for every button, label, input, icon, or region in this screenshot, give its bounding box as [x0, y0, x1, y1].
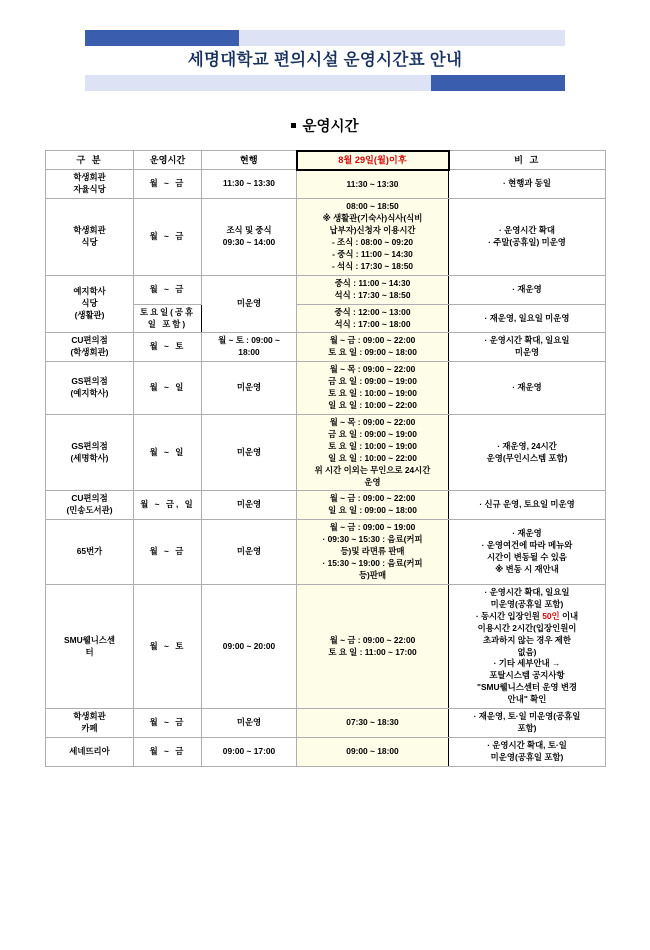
cell-note: · 재운영, 토·일 미운영(공휴일 포함)	[449, 709, 606, 738]
banner-bar-top	[85, 30, 565, 46]
cell-division: CU편의점 (민송도서관)	[46, 491, 134, 520]
cell-current: 월 ~ 토 : 09:00 ~ 18:00	[202, 333, 297, 362]
cell-new-schedule: 월 ~ 목 : 09:00 ~ 22:00 금 요 일 : 09:00 ~ 19:00 토 요 일 : 10:00 ~ 19:00 일 요 일 : 10:00 ~ 22:00	[297, 362, 449, 415]
table-row	[46, 738, 606, 767]
cell-division: 세네뜨리아	[46, 738, 134, 767]
banner-bar-top-light-segment	[239, 30, 565, 46]
cell-days: 월 ~ 금, 일	[134, 491, 202, 520]
table-row	[46, 170, 606, 199]
cell-new-schedule: 08:00 ~ 18:50 ※ 생활관(기숙사)식사(식비 납부자)신청자 이용시간 - 조식 : 08:00 ~ 09:20 - 중식 : 11:00 ~ 14:30 - 석식 : 17:30 ~ 18:50	[297, 199, 449, 276]
banner-bar-bottom-dark-segment	[431, 75, 565, 91]
cell-division: 학생회관 식당	[46, 199, 134, 276]
table-row	[46, 491, 606, 520]
cell-note: · 신규 운영, 토요일 미운영	[449, 491, 606, 520]
new-schedule-base-hours: 월 ~ 금 : 09:00 ~ 19:00	[329, 522, 416, 533]
cell-note: · 재운영	[449, 362, 606, 415]
page-title: 세명대학교 편의시설 운영시간표 안내	[187, 51, 463, 69]
cell-current: 미운영	[202, 491, 297, 520]
cell-note	[449, 584, 606, 708]
cell-current: 미운영	[202, 275, 297, 333]
col-header-division: 구 분	[46, 151, 134, 170]
table-row	[46, 584, 606, 708]
cell-current: 09:00 ~ 20:00	[202, 584, 297, 708]
col-header-note: 비 고	[449, 151, 606, 170]
cell-division: 65번가	[46, 520, 134, 585]
table-row	[46, 333, 606, 362]
cell-days: 월 ~ 금	[134, 738, 202, 767]
cell-new-schedule: 중식 : 11:00 ~ 14:30 석식 : 17:30 ~ 18:50	[297, 275, 449, 304]
banner-bar-top-dark-segment	[85, 30, 239, 46]
header-banner	[85, 30, 565, 91]
cell-new-schedule: 07:30 ~ 18:30	[297, 709, 449, 738]
cell-new-schedule: 월 ~ 목 : 09:00 ~ 22:00 금 요 일 : 09:00 ~ 19:00 토 요 일 : 10:00 ~ 19:00 일 요 일 : 10:00 ~ 22:00 위 시간 이외는 무인으로 24시간 운영	[297, 414, 449, 491]
cell-division: SMU웰니스센 터	[46, 584, 134, 708]
table-row	[46, 414, 606, 491]
capacity-limit-value: 50인	[542, 610, 560, 621]
cell-new-schedule: 11:30 ~ 13:30	[297, 170, 449, 199]
cell-note: · 운영시간 확대, 일요일 미운영	[449, 333, 606, 362]
cell-note: · 재운영, 24시간 운영(무인시스템 포함)	[449, 414, 606, 491]
col-header-days: 운영시간	[134, 151, 202, 170]
section-heading	[0, 115, 650, 136]
schedule-table-wrapper	[45, 150, 605, 767]
table-row	[46, 199, 606, 276]
table-row	[46, 520, 606, 585]
cell-days: 월 ~ 금	[134, 709, 202, 738]
table-body	[46, 170, 606, 766]
note-operating-hours: · 운영시간 확대, 일요일 미운영(공휴일 포함)	[484, 586, 570, 609]
cell-new-schedule: 월 ~ 금 : 09:00 ~ 22:00 토 요 일 : 11:00 ~ 17:00	[297, 584, 449, 708]
cell-days: 월 ~ 금	[134, 170, 202, 199]
cell-note: · 현행과 동일	[449, 170, 606, 199]
cell-division: GS편의점 (세명학사)	[46, 414, 134, 491]
section-heading-label: 운영시간	[302, 118, 359, 135]
cell-division: 학생회관 자율식당	[46, 170, 134, 199]
cell-new-schedule	[297, 520, 449, 585]
cell-note: · 운영시간 확대, 토·일 미운영(공휴일 포함)	[449, 738, 606, 767]
cell-current: 조식 및 중식 09:30 ~ 14:00	[202, 199, 297, 276]
square-bullet-icon	[291, 123, 296, 128]
note-portal-reference: · 기타 세부안내 → 포탈시스템 공지사항 "SMU웰니스센터 운영 변경 안내" 확인	[476, 658, 578, 705]
cell-days: 월 ~ 토	[134, 333, 202, 362]
note-capacity: · 동시간 입장인원 50인 이내	[475, 610, 579, 621]
cell-note: · 운영시간 확대 · 주말(공휴일) 미운영	[449, 199, 606, 276]
cell-division: 예지학사 식당 (생활관)	[46, 275, 134, 333]
cell-current: 미운영	[202, 520, 297, 585]
cell-days: 월 ~ 일	[134, 414, 202, 491]
cell-new-schedule: 중식 : 12:00 ~ 13:00 석식 : 17:00 ~ 18:00	[297, 304, 449, 333]
cell-current: 09:00 ~ 17:00	[202, 738, 297, 767]
cell-division: CU편의점 (학생회관)	[46, 333, 134, 362]
cell-current: 미운영	[202, 709, 297, 738]
cell-new-schedule: 월 ~ 금 : 09:00 ~ 22:00 토 요 일 : 09:00 ~ 18:00	[297, 333, 449, 362]
cell-current: 11:30 ~ 13:30	[202, 170, 297, 199]
facility-hours-table	[45, 150, 606, 767]
cell-current: 미운영	[202, 414, 297, 491]
col-header-current: 현행	[202, 151, 297, 170]
banner-bar-bottom-light-segment	[85, 75, 431, 91]
banner-bar-bottom	[85, 75, 565, 91]
note-usage-time: 이용시간 2시간(입장인원이 초과하지 않는 경우 제한 없음)	[477, 622, 577, 657]
cell-new-schedule: 09:00 ~ 18:00	[297, 738, 449, 767]
new-schedule-red-note: · 09:30 ~ 15:30 : 음료(커피 등)및 라면류 판매 · 15:30 ~ 19:00 : 음료(커피 등)판매	[322, 534, 423, 581]
table-header	[46, 151, 606, 170]
cell-note: · 재운영	[449, 275, 606, 304]
cell-days: 월 ~ 금	[134, 275, 202, 304]
cell-days: 월 ~ 토	[134, 584, 202, 708]
cell-days: 월 ~ 금	[134, 199, 202, 276]
cell-days: 토요일(공휴 일 포함)	[134, 304, 202, 333]
table-row	[46, 709, 606, 738]
cell-division: GS편의점 (예지학사)	[46, 362, 134, 415]
cell-division: 학생회관 카페	[46, 709, 134, 738]
cell-new-schedule: 월 ~ 금 : 09:00 ~ 22:00 일 요 일 : 09:00 ~ 18:00	[297, 491, 449, 520]
col-header-new-schedule: 8월 29일(월)이후	[297, 151, 449, 170]
cell-days: 월 ~ 일	[134, 362, 202, 415]
cell-note: · 재운영 · 운영여건에 따라 메뉴와 시간이 변동될 수 있음 ※ 변동 시 재안내	[449, 520, 606, 585]
table-row	[46, 275, 606, 304]
cell-current: 미운영	[202, 362, 297, 415]
cell-days: 월 ~ 금	[134, 520, 202, 585]
table-header-row	[46, 151, 606, 170]
table-row	[46, 362, 606, 415]
cell-note: · 재운영, 일요일 미운영	[449, 304, 606, 333]
